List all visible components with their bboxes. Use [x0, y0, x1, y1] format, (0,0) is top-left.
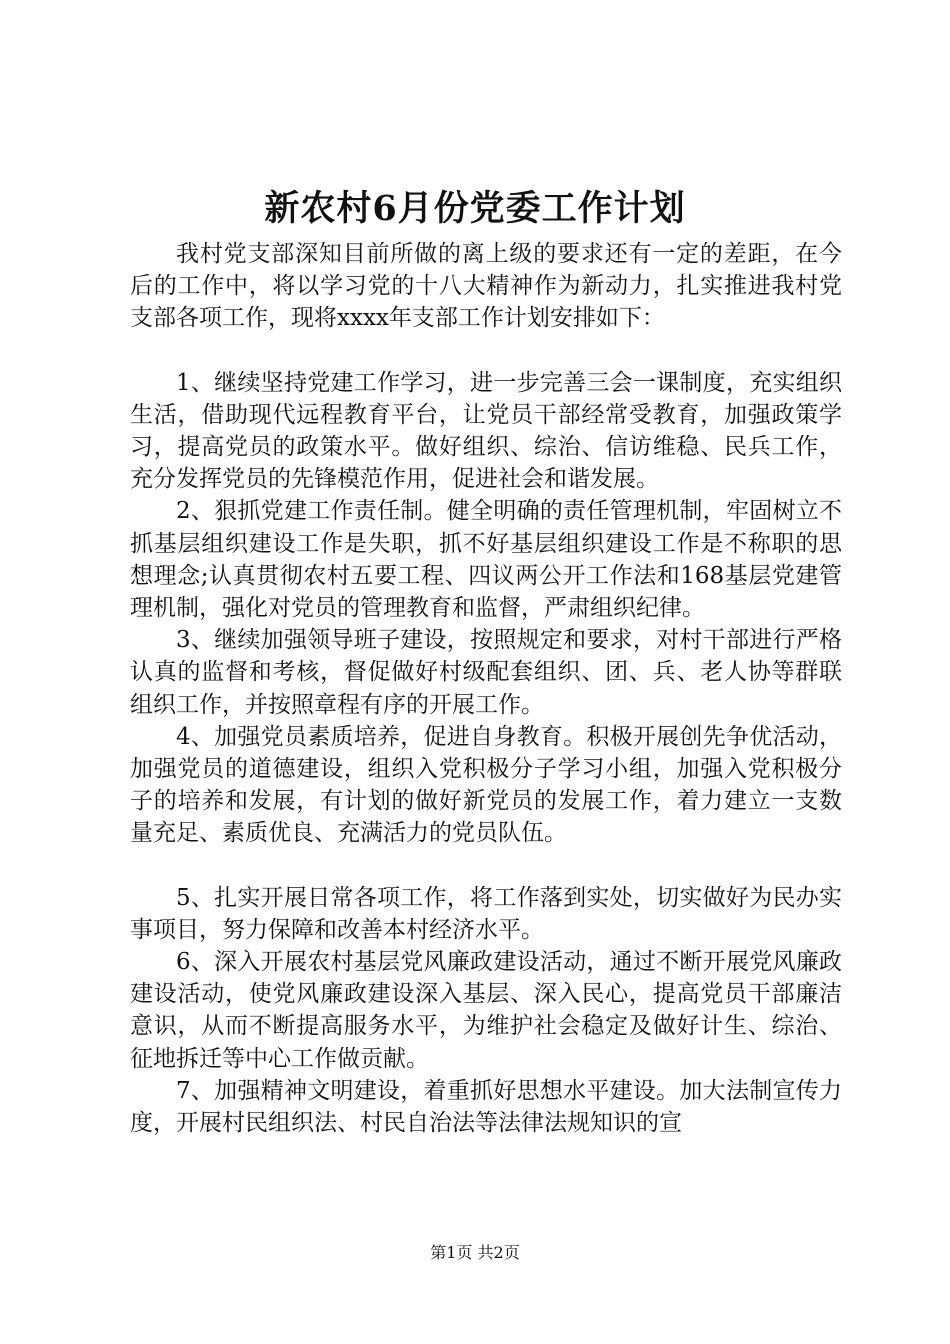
- plan-item-2: 2、狠抓党建工作责任制。健全明确的责任管理机制，牢固树立不抓基层组织建设工作是失职，抓不好基层组织建设工作是不称职的思想理念;认真贯彻农村五要工程、四议两公开工作法和168基层党建管理机制，强化对党员的管理教育和监督，严肃组织纪律。: [130, 498, 842, 622]
- plan-item-1: 1、继续坚持党建工作学习，进一步完善三会一课制度，充实组织生活，借助现代远程教育平台，让党员干部经常受教育，加强政策学习，提高党员的政策水平。做好组织、综治、信访维稳、民兵工作，充分发挥党员的先锋模范作用，促进社会和谐发展。: [130, 369, 842, 493]
- plan-item-4: 4、加强党员素质培养，促进自身教育。积极开展创先争优活动，加强党员的道德建设，组织入党积极分子学习小组，加强入党积极分子的培养和发展，有计划的做好新党员的发展工作，着力建立一支数量充足、素质优良、充满活力的党员队伍。: [130, 723, 842, 847]
- paragraph-gap: [130, 850, 842, 882]
- paragraph-gap: [130, 335, 842, 367]
- intro-paragraph: 我村党支部深知目前所做的离上级的要求还有一定的差距，在今后的工作中，将以学习党的十八大精神作为新动力，扎实推进我村党支部各项工作，现将xxxx年支部工作计划安排如下：: [130, 241, 842, 332]
- document-title: 新农村6月份党委工作计划: [264, 188, 686, 229]
- document-body: [130, 238, 842, 1139]
- plan-item-7: 7、加强精神文明建设，着重抓好思想水平建设。加大法制宣传力度，开展村民组织法、村民自治法等法律法规知识的宣: [130, 1077, 842, 1137]
- plan-item-3: 3、继续加强领导班子建设，按照规定和要求，对村干部进行严格认真的监督和考核，督促做好村级配套组织、团、兵、老人协等群联组织工作，并按照章程有序的开展工作。: [130, 627, 842, 718]
- plan-item-6: 6、深入开展农村基层党风廉政建设活动，通过不断开展党风廉政建设活动，使党风廉政建设深入基层、深入民心，提高党员干部廉洁意识，从而不断提高服务水平，为维护社会稳定及做好计生、综治、征地拆迁等中心工作做贡献。: [130, 949, 842, 1072]
- plan-item-5: 5、扎实开展日常各项工作，将工作落到实处，切实做好为民办实事项目，努力保障和改善本村经济水平。: [130, 884, 842, 943]
- page-footer: 第1页 共2页: [430, 1243, 520, 1262]
